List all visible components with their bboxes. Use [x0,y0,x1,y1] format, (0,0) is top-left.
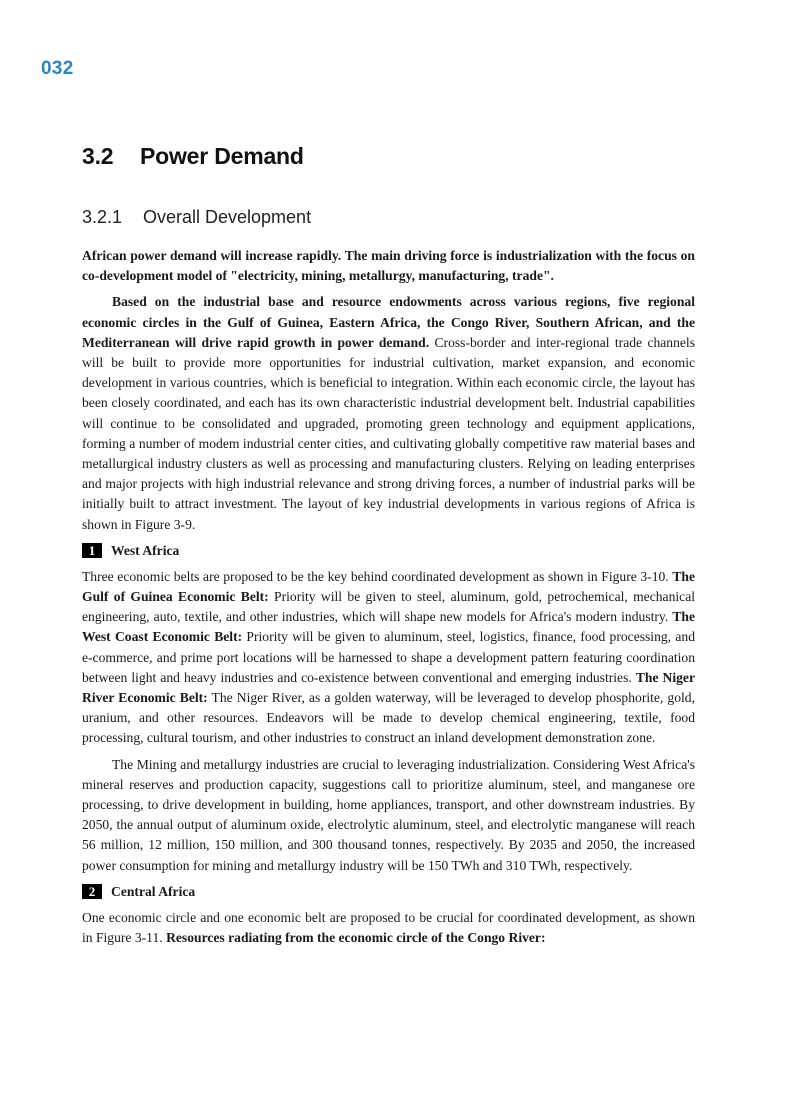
region-heading-central-africa [82,882,695,902]
regional-circles-text: Cross-border and inter-regional trade channels will be built to provide more opportunities for industrial cultivation, market expansion, and economic development in various countries, which is beneficial to integration. Within each economic circle, the layout has been closely coordinated, and each has its own characteristic industrial development belt. Industrial capabilities will continue to be consolidated and upgraded, promoting green technology and equipment applications, forming a number of modem industrial center cities, and cultivating globally competitive raw material bases and metallurgical industry clusters as well as processing and manufacturing clusters. Relying on leading enterprises and major projects with high industrial relevance and strong driving forces, a number of industrial parks will be initially built to attract investment. The layout of key industrial developments in various regions of Africa is shown in Figure 3-9. [82,334,695,532]
text-run: The Niger River, as a golden waterway, will be leveraged to develop phosphorite, gold, uranium, and other resources. Endeavors will be made to develop chemical engineering, textile, food processing, cultural tourism, and other industries to construct an inland development demonstration zone. [82,690,695,746]
region-heading-west-africa [82,541,695,561]
region-title: Central Africa [111,883,196,899]
intro-paragraph [82,246,695,286]
body-content [82,246,695,954]
text-run: Priority will be given to aluminum, steel, logistics, finance, food processing, and e-commerce, and prime port locations will be harnessed to shape a development pattern featuring coordination between light and heavy industries and co-existence between conventional and emerging industries. [82,629,695,685]
regional-circles-paragraph [82,292,695,534]
subsection-title-text: Overall Development [143,207,312,227]
region-title: West Africa [111,542,180,558]
west-coast-belt-label: The West Coast Economic Belt: [82,609,695,645]
page-number: 032 [41,58,74,79]
niger-river-belt-label: The Niger River Economic Belt: [82,669,695,706]
central-africa-paragraph [82,908,695,948]
region-number-badge: 2 [82,884,102,899]
text-run: Three economic belts are proposed to be the key behind coordinated development as shown in Figure 3-10. [82,568,673,584]
text-run: Priority will be given to steel, aluminum, gold, petrochemical, mechanical engineering, auto, textile, and other industries, which will shape new models for Africa's modern industry. [82,589,695,625]
intro-bold-text: African power demand will increase rapidly. The main driving force is industrialization with the focus on co-development model of "electricity, mining, metallurgy, manufacturing, trade". [82,248,695,284]
section-number: 3.2 [82,143,114,169]
region-number-badge: 1 [82,543,102,558]
section-title [82,143,304,170]
subsection-title [82,207,311,228]
text-run: One economic circle and one economic belt are proposed to be crucial for coordinated development, as shown in Figure 3-11. [82,909,695,946]
west-africa-mining-paragraph: The Mining and metallurgy industries are crucial to leveraging industrialization. Considering West Africa's mineral reserves and production capacity, suggestions call to prioritize aluminum, steel, and manganese ore processing, to drive development in building, home appliances, transport, and other downstream industries. By 2050, the annual output of aluminum oxide, electrolytic aluminum, steel, and electrolytic manganese will reach 56 million, 12 million, 150 million, and 300 thousand tonnes, respectively. By 2035 and 2050, the increased power consumption for mining and metallurgy industry will be 150 TWh and 310 TWh, respectively. [82,756,695,873]
subsection-number: 3.2.1 [82,207,123,227]
west-africa-belts-paragraph [82,567,695,749]
regional-circles-bold-text: Based on the industrial base and resource endowments across various regions, five regional economic circles in the Gulf of Guinea, Eastern Africa, the Congo River, Southern African, and the Mediterranean will drive rapid growth in power demand. [82,294,695,350]
gulf-of-guinea-belt-label: The Gulf of Guinea Economic Belt: [82,568,695,605]
congo-river-circle-label: Resources radiating from the economic circle of the Congo River: [166,930,546,946]
section-title-text: Power Demand [140,143,304,169]
